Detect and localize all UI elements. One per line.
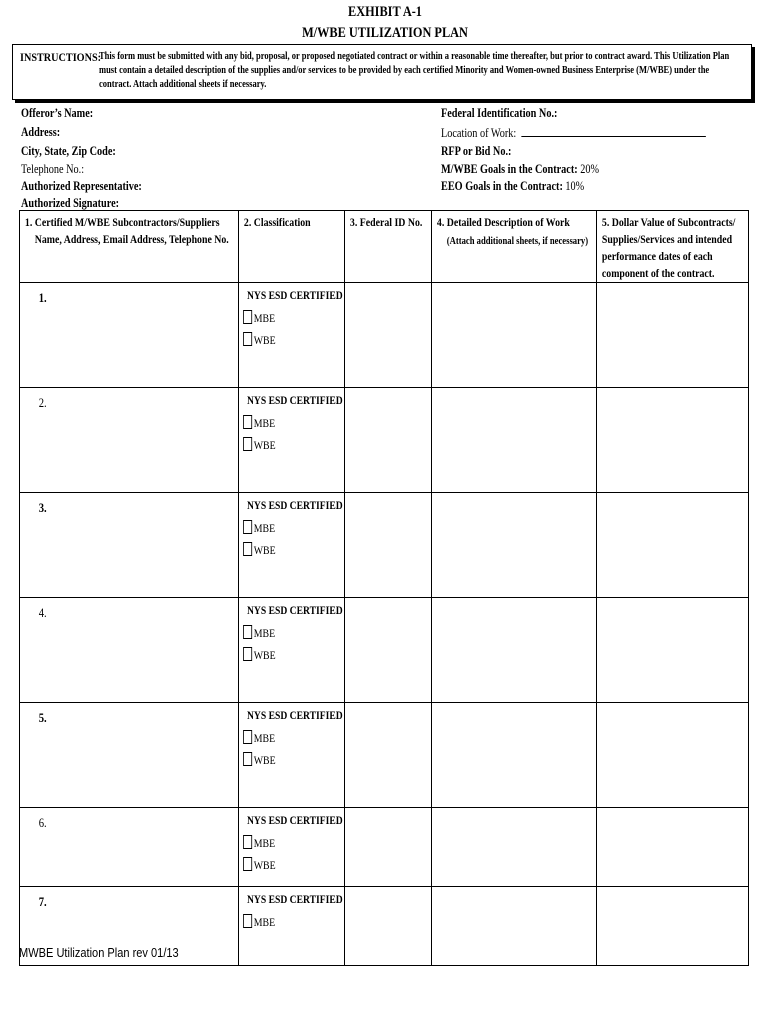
description-cell[interactable] (432, 703, 597, 808)
col3-label: 3. Federal ID No. (349, 215, 423, 229)
footer-revision: MWBE Utilization Plan rev 01/13 (19, 945, 179, 960)
table-row (20, 388, 749, 493)
mbe-label: MBE (253, 915, 276, 929)
description-cell[interactable] (432, 493, 597, 598)
subcontractor-cell[interactable] (20, 283, 239, 388)
checkbox-icon[interactable] (243, 625, 252, 639)
col4-sub-label: (Attach additional sheets, if necessary) (446, 236, 589, 247)
checkbox-icon[interactable] (243, 914, 252, 928)
table-row (20, 808, 749, 887)
table-row (20, 493, 749, 598)
address-label: Address: (21, 125, 61, 139)
dollar-value-cell[interactable] (597, 598, 749, 703)
description-cell[interactable] (432, 598, 597, 703)
city-state-zip-label: City, State, Zip Code: (21, 144, 116, 158)
checkbox-icon[interactable] (243, 752, 252, 766)
instructions-label: INSTRUCTIONS: (20, 50, 102, 64)
classification-cell (239, 493, 345, 598)
federal-id-cell[interactable] (345, 887, 432, 966)
subcontractor-cell[interactable] (20, 493, 239, 598)
table-row (20, 283, 749, 388)
wbe-option[interactable] (239, 325, 325, 347)
col-description-header (432, 211, 597, 283)
mwbe-goals (441, 161, 599, 177)
mbe-option[interactable] (239, 513, 325, 535)
dollar-value-cell[interactable] (597, 703, 749, 808)
wbe-option[interactable] (239, 430, 325, 452)
mbe-option[interactable] (239, 828, 325, 850)
checkbox-icon[interactable] (243, 647, 252, 661)
mwbe-goals-value: 20% (580, 162, 600, 176)
mbe-label: MBE (253, 731, 276, 745)
dollar-value-cell[interactable] (597, 887, 749, 966)
col4-label: 4. Detailed Description of Work (436, 215, 570, 229)
exhibit-label: EXHIBIT A-1 (348, 4, 422, 20)
checkbox-icon[interactable] (243, 332, 252, 346)
wbe-option[interactable] (239, 745, 325, 767)
subcontractor-cell[interactable] (20, 598, 239, 703)
location-of-work-blank[interactable] (521, 124, 706, 137)
instructions-text: This form must be submitted with any bid, proposal, or proposed negotiated contract or within a reasonable time thereafter, but prior to contract award. This Utilization Plan must contain a detailed description of the supplies and/or services to be provided by each certified Minority and Women-owned Business Enterprise (M/WBE) under the contract. Attach additional sheets if necessary. (99, 51, 730, 90)
checkbox-icon[interactable] (243, 520, 252, 534)
subcontractor-cell[interactable] (20, 703, 239, 808)
mwbe-goals-label: M/WBE Goals in the Contract: (441, 162, 578, 176)
col-dollar-value-header (597, 211, 749, 283)
col5-line4: component of the contract. (601, 266, 715, 280)
eeo-goals-value: 10% (565, 179, 585, 193)
eeo-goals-label: EEO Goals in the Contract: (441, 179, 563, 193)
classification-cell (239, 283, 345, 388)
wbe-label: WBE (253, 753, 276, 767)
cert-label: NYS ESD CERTIFIED (247, 892, 343, 906)
row-number: 6. (38, 816, 47, 830)
wbe-label: WBE (253, 648, 276, 662)
telephone-label: Telephone No.: (21, 162, 85, 176)
rfp-bid-label: RFP or Bid No.: (441, 144, 512, 158)
description-cell[interactable] (432, 808, 597, 887)
mbe-option[interactable] (239, 723, 325, 745)
checkbox-icon[interactable] (243, 310, 252, 324)
col5-line1: 5. Dollar Value of Subcontracts/ (601, 215, 736, 229)
federal-id-cell[interactable] (345, 493, 432, 598)
col5-line2: Supplies/Services and intended (601, 232, 733, 246)
federal-id-cell[interactable] (345, 283, 432, 388)
classification-cell (239, 703, 345, 808)
cert-label: NYS ESD CERTIFIED (247, 603, 343, 617)
classification-cell (239, 887, 345, 966)
page-title: M/WBE UTILIZATION PLAN (302, 25, 468, 41)
dollar-value-cell[interactable] (597, 388, 749, 493)
table-row (20, 703, 749, 808)
instructions-box (12, 44, 752, 100)
checkbox-icon[interactable] (243, 835, 252, 849)
col1-line2: Name, Address, Email Address, Telephone No. (34, 232, 229, 246)
mbe-option[interactable] (239, 618, 325, 640)
checkbox-icon[interactable] (243, 415, 252, 429)
location-of-work-field (441, 124, 706, 141)
dollar-value-cell[interactable] (597, 283, 749, 388)
mbe-label: MBE (253, 521, 276, 535)
subcontractor-cell[interactable] (20, 388, 239, 493)
col5-line3: performance dates of each (601, 249, 713, 263)
subcontractor-cell[interactable] (20, 808, 239, 887)
mbe-label: MBE (253, 311, 276, 325)
federal-id-cell[interactable] (345, 703, 432, 808)
dollar-value-cell[interactable] (597, 808, 749, 887)
dollar-value-cell[interactable] (597, 493, 749, 598)
eeo-goals (441, 178, 584, 194)
cert-label: NYS ESD CERTIFIED (247, 708, 343, 722)
row-number: 5. (38, 711, 47, 725)
classification-cell (239, 808, 345, 887)
cert-label: NYS ESD CERTIFIED (247, 813, 343, 827)
col-federal-id-header (345, 211, 432, 283)
wbe-label: WBE (253, 858, 276, 872)
mbe-option[interactable] (239, 907, 325, 929)
description-cell[interactable] (432, 887, 597, 966)
cert-label: NYS ESD CERTIFIED (247, 393, 343, 407)
mbe-option[interactable] (239, 303, 325, 325)
table-row (20, 598, 749, 703)
wbe-label: WBE (253, 438, 276, 452)
federal-id-cell[interactable] (345, 808, 432, 887)
wbe-label: WBE (253, 543, 276, 557)
checkbox-icon[interactable] (243, 437, 252, 451)
mbe-label: MBE (253, 836, 276, 850)
cert-label: NYS ESD CERTIFIED (247, 498, 343, 512)
utilization-table (19, 210, 749, 966)
row-number: 7. (38, 895, 47, 909)
location-of-work-label: Location of Work: (441, 126, 517, 140)
table-header-row (20, 211, 749, 283)
mbe-option[interactable] (239, 408, 325, 430)
offeror-name-label: Offeror’s Name: (21, 106, 94, 120)
authorized-rep-label: Authorized Representative: (21, 179, 142, 193)
checkbox-icon[interactable] (243, 542, 252, 556)
wbe-option[interactable] (239, 640, 325, 662)
cert-label: NYS ESD CERTIFIED (247, 288, 343, 302)
col-classification-header (239, 211, 345, 283)
classification-cell (239, 388, 345, 493)
row-number: 3. (38, 501, 47, 515)
wbe-option[interactable] (239, 535, 325, 557)
authorized-sig-label: Authorized Signature: (21, 196, 120, 210)
mbe-label: MBE (253, 626, 276, 640)
wbe-label: WBE (253, 333, 276, 347)
federal-id-label: Federal Identification No.: (441, 106, 558, 120)
federal-id-cell[interactable] (345, 388, 432, 493)
federal-id-cell[interactable] (345, 598, 432, 703)
col2-label: 2. Classification (243, 215, 311, 229)
wbe-option[interactable] (239, 850, 325, 872)
checkbox-icon[interactable] (243, 857, 252, 871)
description-cell[interactable] (432, 283, 597, 388)
classification-cell (239, 598, 345, 703)
row-number: 4. (38, 606, 47, 620)
mbe-label: MBE (253, 416, 276, 430)
row-number: 2. (38, 396, 47, 410)
row-number: 1. (38, 291, 47, 305)
col-subcontractors-header (20, 211, 239, 283)
checkbox-icon[interactable] (243, 730, 252, 744)
col1-line1: 1. Certified M/WBE Subcontractors/Suppliers (24, 215, 220, 229)
description-cell[interactable] (432, 388, 597, 493)
